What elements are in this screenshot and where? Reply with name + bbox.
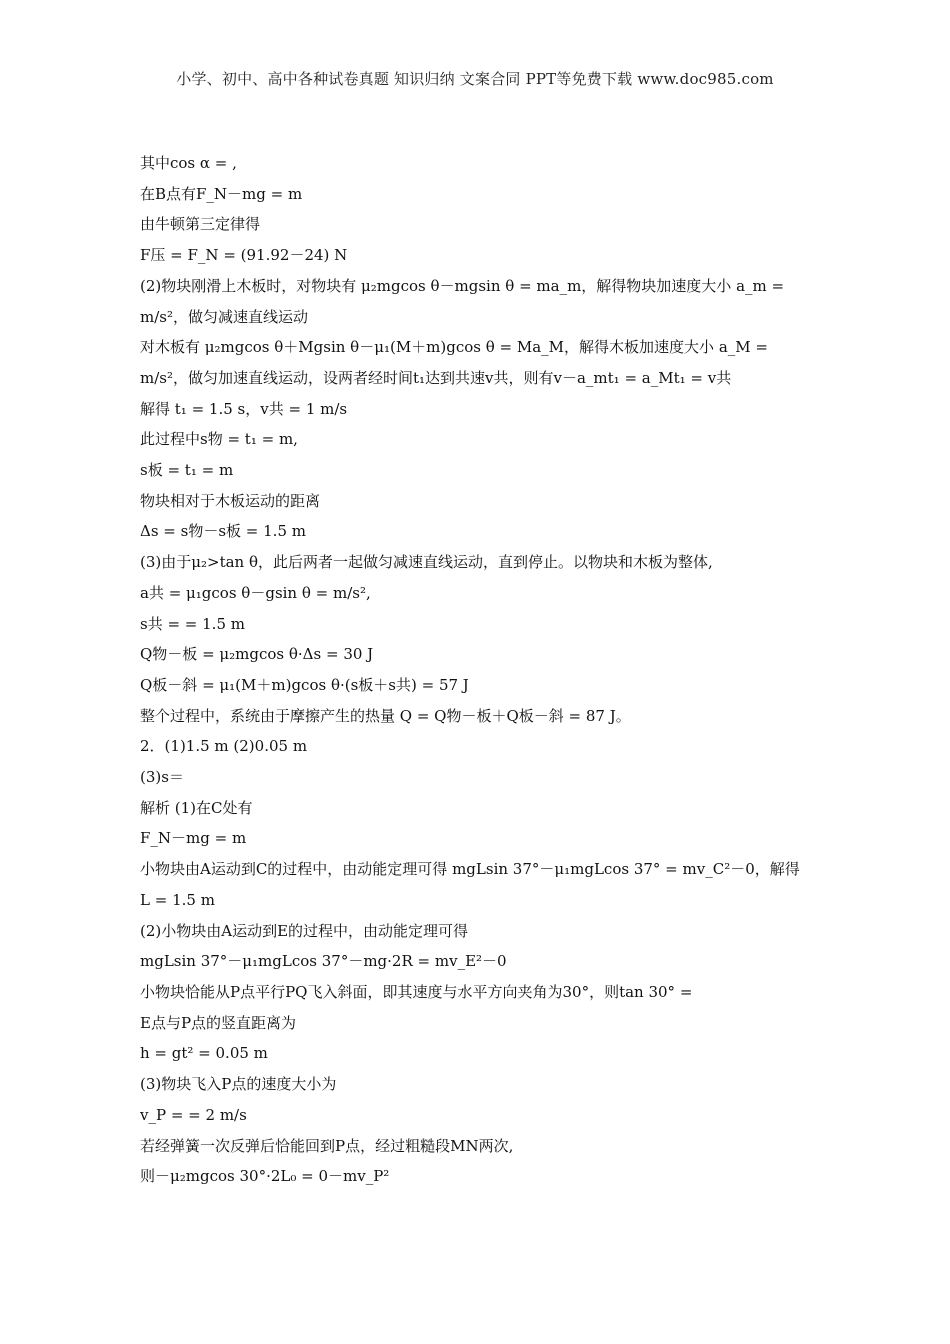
text-line: 2．(1)1.5 m (2)0.05 m: [140, 737, 308, 756]
text-line: (3)由于μ₂>tan θ，此后两者一起做匀减速直线运动，直到停止。以物块和木板为整体,: [140, 553, 713, 572]
text-line: 解得 t₁ = 1.5 s，v共 = 1 m/s: [140, 399, 348, 418]
text-line: F压 = F_N = (91.92－24) N: [140, 246, 348, 265]
text-line: 由牛顿第三定律得: [140, 215, 261, 234]
text-line: s共 = = 1.5 m: [140, 614, 245, 633]
text-line: h = gt² = 0.05 m: [140, 1044, 268, 1063]
text-line: a共 = μ₁gcos θ－gsin θ = m/s²,: [140, 583, 371, 602]
text-line: Q物－板 = μ₂mgcos θ·Δs = 30 J: [140, 645, 374, 664]
text-line: 若经弹簧一次反弹后恰能回到P点，经过粗糙段MN两次,: [140, 1136, 514, 1155]
page-header: 小学、初中、高中各种试卷真题 知识归纳 文案合同 PPT等免费下载 www.doc985.com: [176, 70, 774, 88]
text-line: 解析 (1)在C处有: [140, 798, 253, 817]
text-line: F_N－mg = m: [140, 829, 247, 848]
text-line: 整个过程中，系统由于摩擦产生的热量 Q = Q物－板＋Q板－斜 = 87 J。: [140, 706, 631, 725]
text-line: (2)小物块由A运动到E的过程中，由动能定理可得: [140, 921, 469, 940]
text-line: 对木板有 μ₂mgcos θ＋Mgsin θ－μ₁(M＋m)gcos θ = Ma_M，解得木板加速度大小 a_M = m/s²，做匀加速直线运动，设两者经时间t₁达到共速v共，则有v－a_mt₁ = a_Mt₁ = v共: [140, 338, 768, 387]
text-line: (3)s＝: [140, 768, 184, 787]
text-line: 在B点有F_N－mg = m: [140, 184, 303, 203]
text-line: 其中cos α = ,: [140, 154, 237, 172]
text-line: 此过程中s物 = t₁ = m,: [140, 430, 298, 449]
text-line: Δs = s物－s板 = 1.5 m: [140, 522, 306, 541]
text-line: 小物块恰能从P点平行PQ飞入斜面，即其速度与水平方向夹角为30°，则tan 30° =: [140, 982, 693, 1001]
text-line: (3)物块飞入P点的速度大小为: [140, 1075, 337, 1094]
text-line: 物块相对于木板运动的距离: [140, 491, 321, 510]
text-line: E点与P点的竖直距离为: [140, 1013, 297, 1032]
text-line: 小物块由A运动到C的过程中，由动能定理可得 mgLsin 37°－μ₁mgLcos 37° = mv_C²－0，解得 L = 1.5 m: [140, 860, 800, 909]
text-line: Q板－斜 = μ₁(M＋m)gcos θ·(s板＋s共) = 57 J: [140, 675, 469, 694]
text-line: mgLsin 37°－μ₁mgLcos 37°－mg·2R = mv_E²－0: [140, 952, 507, 971]
text-line: (2)物块刚滑上木板时，对物块有 μ₂mgcos θ－mgsin θ = ma_m，解得物块加速度大小 a_m = m/s²，做匀减速直线运动: [140, 276, 785, 326]
text-line: 则－μ₂mgcos 30°·2L₀ = 0－mv_P²: [140, 1167, 390, 1186]
text-line: v_P = = 2 m/s: [140, 1105, 247, 1124]
text-line: s板 = t₁ = m: [140, 461, 234, 480]
document-body: [140, 148, 812, 1192]
